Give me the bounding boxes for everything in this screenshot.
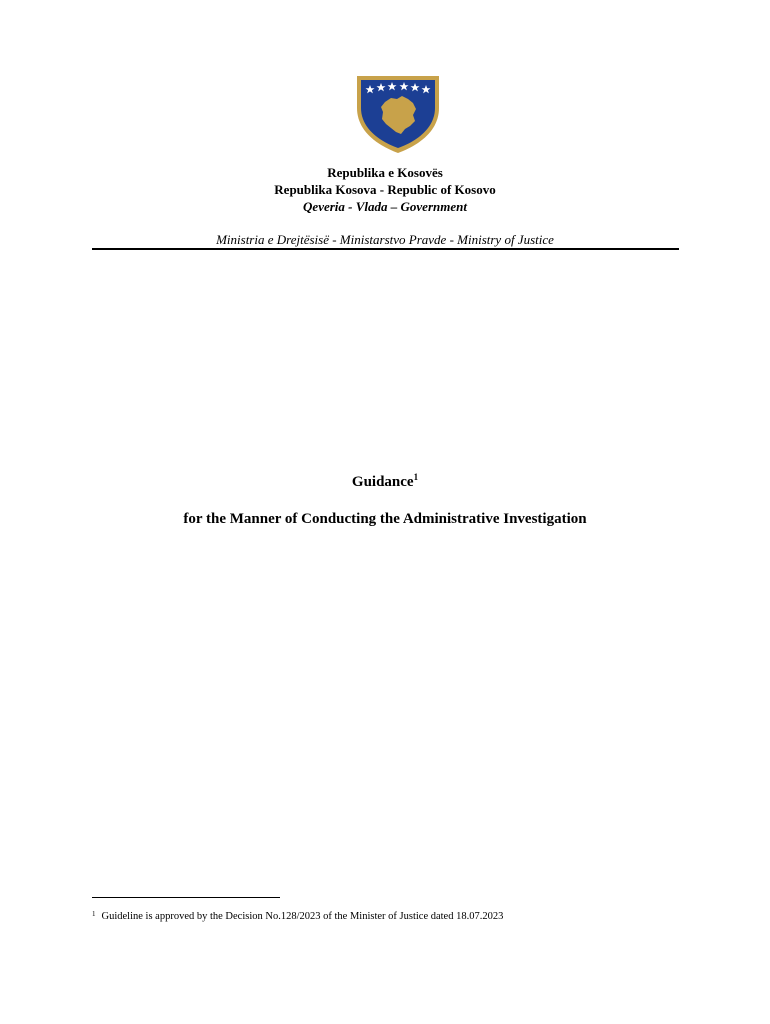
footnote-mark: 1 <box>92 910 96 918</box>
government-name: Qeveria - Vlada – Government <box>303 199 467 214</box>
document-title <box>0 472 770 492</box>
country-name-serbian-english: Republika Kosova - Republic of Kosovo <box>274 182 496 197</box>
footnote <box>92 907 712 924</box>
document-title-text: Guidance <box>351 474 414 490</box>
document-subtitle: for the Manner of Conducting the Administrative Investigation <box>183 511 587 527</box>
footnote-divider <box>92 897 280 898</box>
country-name-albanian: Republika e Kosovës <box>327 165 443 180</box>
kosovo-coat-of-arms-icon <box>355 74 441 154</box>
footnote-text: Guideline is approved by the Decision No.128/2023 of the Minister of Justice dated 18.07.2023 <box>101 911 504 922</box>
header-divider <box>92 248 679 250</box>
ministry-name: Ministria e Drejtësisë - Ministarstvo Pravde - Ministry of Justice <box>216 232 554 247</box>
footnote-reference[interactable]: 1 <box>413 472 419 482</box>
